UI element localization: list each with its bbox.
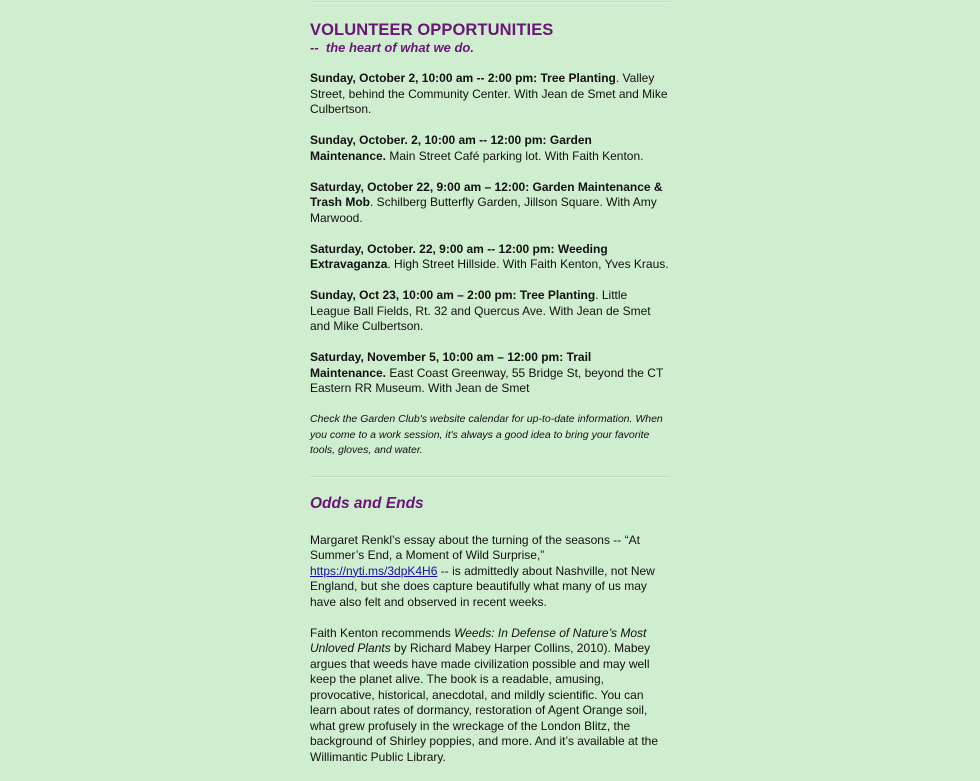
event-details: . Schilberg Butterfly Garden, Jillson Square. With Amy Marwood.: [310, 195, 657, 225]
renkl-paragraph: [310, 533, 670, 611]
book-title: Weeds: In Defense of Nature’s Most Unloved Plants: [310, 625, 647, 655]
weeds-intro: Faith Kenton recommends: [310, 625, 455, 640]
event-details: Main Street Café parking lot. With Faith Kenton.: [386, 148, 644, 163]
event-item: [310, 288, 670, 335]
weeds-paragraph: [310, 626, 670, 766]
event-item: [310, 180, 670, 227]
event-list: [310, 71, 670, 397]
event-title: Saturday, October. 22, 9:00 am -- 12:00 pm: Weeding Extravaganza: [310, 241, 608, 271]
event-details: . High Street Hillside. With Faith Kenton, Yves Kraus.: [387, 257, 669, 271]
event-title: Saturday, November 5, 10:00 am – 12:00 pm: Trail Maintenance.: [310, 350, 592, 380]
event-item: [310, 242, 670, 273]
event-title: Saturday, October 22, 9:00 am – 12:00: Garden Maintenance & Trash Mob: [310, 179, 663, 209]
event-details: . Valley Street, behind the Community Center. With Jean de Smet and Mike Culbertson.: [310, 71, 668, 116]
volunteer-heading: VOLUNTEER OPPORTUNITIES: [310, 21, 554, 39]
odds-heading: Odds and Ends: [310, 494, 424, 512]
nyti-link[interactable]: https://nyti.ms/3dpK4H6: [310, 563, 438, 578]
top-divider: [310, 1, 670, 3]
newsletter-column: [310, 0, 670, 781]
calendar-note: Check the Garden Club's website calendar for up-to-date information. When you come to a work session, it's always a good idea to bring your favorite tools, gloves, and water.: [310, 413, 663, 456]
section-divider: [310, 476, 670, 478]
event-item: [310, 350, 670, 397]
renkl-intro: Margaret Renkl’s essay about the turning of the seasons -- “At Summer’s End, a Moment of Wild Surprise,”: [310, 532, 640, 562]
event-item: [310, 71, 670, 118]
volunteer-subtitle: -- the heart of what we do.: [310, 40, 474, 55]
weeds-rest: by Richard Mabey Harper Collins, 2010). Mabey argues that weeds have made civilization possible and may well keep the planet alive. The book is a readable, amusing, provocative, historical, anecdotal, and mildly scientific. You can learn about rates of dormancy, restoration of Agent Orange soil, what grew profusely in the wreckage of the London Blitz, the background of Shirley poppies, and more. And it’s available at the Willimantic Public Library.: [310, 641, 658, 764]
event-details: . Little League Ball Fields, Rt. 32 and Quercus Ave. With Jean de Smet and Mike Culbertson.: [310, 288, 651, 333]
event-title: Sunday, October 2, 10:00 am -- 2:00 pm: Tree Planting: [310, 71, 616, 85]
event-item: [310, 133, 670, 164]
event-title: Sunday, October. 2, 10:00 am -- 12:00 pm: Garden Maintenance.: [310, 133, 592, 163]
renkl-rest: -- is admittedly about Nashville, not New England, but she does capture beautifully what many of us may have also felt and observed in recent weeks.: [310, 563, 655, 609]
event-details: East Coast Greenway, 55 Bridge St, beyond the CT Eastern RR Museum. With Jean de Smet: [310, 365, 664, 395]
event-title: Sunday, Oct 23, 10:00 am – 2:00 pm: Tree Planting: [310, 288, 596, 302]
